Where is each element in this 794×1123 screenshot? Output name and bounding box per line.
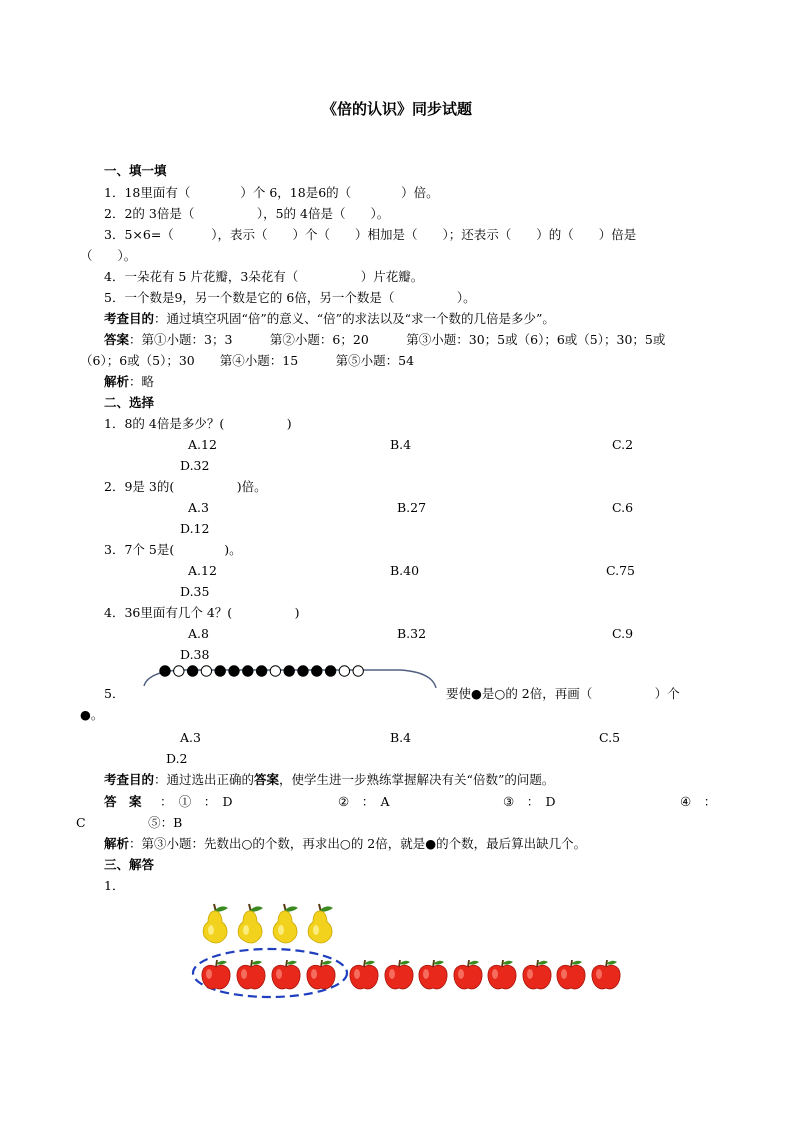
s2-q3-option-c: C.75 — [606, 563, 635, 578]
purpose-label: 考查目的 — [104, 311, 155, 326]
purpose-text-2: ，使学生进一步熟练掌握解决有关“倍数”的问题。 — [279, 772, 555, 787]
s2-answer-item-4: ④ ： — [680, 794, 717, 809]
section2-heading: 二、选择 — [104, 395, 155, 410]
analysis-label: 解析 — [104, 836, 130, 851]
apple-icon — [416, 958, 450, 995]
empty-dot — [353, 666, 363, 676]
purpose-bold: 答案 — [254, 772, 280, 787]
purpose-text: ：通过选出正确的 — [154, 772, 255, 787]
s2-q2-option-a: A.3 — [188, 500, 209, 515]
filled-dot — [187, 666, 197, 676]
s2-q1-option-c: C.2 — [612, 437, 634, 452]
s1-question-3-cont: （ ）。 — [80, 248, 137, 263]
s2-q5-option-c: C.5 — [599, 730, 621, 745]
s3-question-1: 1． — [104, 878, 125, 893]
apple-icon — [347, 958, 381, 995]
s2-answer-item-1: ： ① ： D — [160, 794, 233, 809]
s1-analysis — [104, 374, 154, 389]
s2-q5-option-b: B.4 — [390, 730, 412, 745]
answer-text: ：第①小题：3；3 第②小题：6；20 第③小题：30；5或（6）；6或（5）；30；5或 — [129, 332, 666, 347]
purpose-label: 考查目的 — [104, 772, 155, 787]
s2-q3-option-d: D.35 — [180, 584, 210, 599]
s2-question-5-tail: ●。 — [80, 707, 104, 722]
analysis-label: 解析 — [104, 374, 130, 389]
section3-heading: 三、解答 — [104, 857, 155, 872]
apple-icon — [485, 958, 519, 995]
pear-icon — [233, 902, 267, 947]
apple-icon — [234, 958, 268, 995]
analysis-text: ：第③小题：先数出○的个数，再求出○的 2倍，就是●的个数，最后算出缺几个。 — [129, 836, 587, 851]
filled-dot — [229, 666, 239, 676]
s2-q3-option-a: A.12 — [188, 563, 217, 578]
pear-icon — [198, 902, 232, 947]
section1-heading: 一、填一填 — [104, 163, 167, 178]
filled-dot — [312, 666, 322, 676]
s1-answer-cont: （6）；6或（5）；30 第④小题：15 第⑤小题：54 — [80, 353, 415, 368]
s2-q5-option-a: A.3 — [180, 730, 201, 745]
s2-question-3: 3．7个 5是( )。 — [104, 542, 242, 557]
apple-icon — [269, 958, 303, 995]
s2-analysis — [104, 836, 586, 851]
s2-q1-option-d: D.32 — [180, 458, 210, 473]
apple-icon — [520, 958, 554, 995]
s2-answer-item-2: ② ： A — [338, 794, 390, 809]
filled-dot — [325, 666, 335, 676]
analysis-text: ：略 — [129, 374, 155, 389]
filled-dot — [284, 666, 294, 676]
s1-question-2: 2．2的 3倍是（ ），5的 4倍是（ ）。 — [104, 206, 390, 221]
document-title: 《倍的认识》同步试题 — [321, 100, 472, 118]
apple-icon — [382, 958, 416, 995]
answer-label: 答案 — [104, 332, 130, 347]
apple-icon — [554, 958, 588, 995]
s2-question-1: 1．8的 4倍是多少？( ) — [104, 416, 292, 431]
filled-dot — [160, 666, 170, 676]
s2-question-4: 4．36里面有几个 4？( ) — [104, 605, 300, 620]
s1-question-4: 4．一朵花有 5 片花瓣，3朵花有（ ）片花瓣。 — [104, 269, 424, 284]
s2-question-2: 2．9是 3的( )倍。 — [104, 479, 267, 494]
filled-dot — [298, 666, 308, 676]
pear-icon — [268, 902, 302, 947]
empty-dot — [201, 666, 211, 676]
apple-icon — [199, 958, 233, 995]
s2-q3-option-b: B.40 — [390, 563, 420, 578]
filled-dot — [243, 666, 253, 676]
dots-figure — [140, 664, 440, 696]
s1-question-1: 1．18里面有（ ）个 6，18是6的（ ）倍。 — [104, 185, 439, 200]
filled-dot — [256, 666, 266, 676]
filled-dot — [215, 666, 225, 676]
s1-question-5: 5．一个数是9，另一个数是它的 6倍，另一个数是（ ）。 — [104, 290, 476, 305]
s2-q4-option-c: C.9 — [612, 626, 634, 641]
s2-q2-option-b: B.27 — [397, 500, 427, 515]
pear-icon — [303, 902, 337, 947]
s2-question-5-text: 要使●是○的 2倍，再画（ ）个 — [446, 686, 680, 701]
s2-answer-cont: C ⑤：B — [76, 815, 183, 830]
s2-purpose — [104, 772, 554, 787]
s2-answer-label: 答 案 — [104, 794, 142, 809]
apple-icon — [589, 958, 623, 995]
s2-q5-option-d: D.2 — [166, 751, 188, 766]
s2-q1-option-b: B.4 — [390, 437, 412, 452]
purpose-text: ：通过填空巩固“倍”的意义、“倍”的求法以及“求一个数的几倍是多少”。 — [154, 311, 555, 326]
empty-dot — [339, 666, 349, 676]
s2-q4-option-d: D.38 — [180, 647, 210, 662]
s2-q2-option-c: C.6 — [612, 500, 634, 515]
empty-dot — [270, 666, 280, 676]
apple-icon — [451, 958, 485, 995]
s2-q1-option-a: A.12 — [188, 437, 217, 452]
s2-q2-option-d: D.12 — [180, 521, 210, 536]
s2-q4-option-a: A.8 — [188, 626, 209, 641]
empty-dot — [174, 666, 184, 676]
s1-question-3: 3．5×6=（ ），表示（ ）个（ ）相加是（ ）；还表示（ ）的（ ）倍是 — [104, 227, 637, 242]
s2-question-5-number: 5． — [104, 686, 125, 701]
s2-answer-item-3: ③ ： D — [503, 794, 556, 809]
apple-icon — [304, 958, 338, 995]
s2-q4-option-b: B.32 — [397, 626, 427, 641]
s1-purpose — [104, 311, 555, 326]
s1-answer — [104, 332, 665, 347]
